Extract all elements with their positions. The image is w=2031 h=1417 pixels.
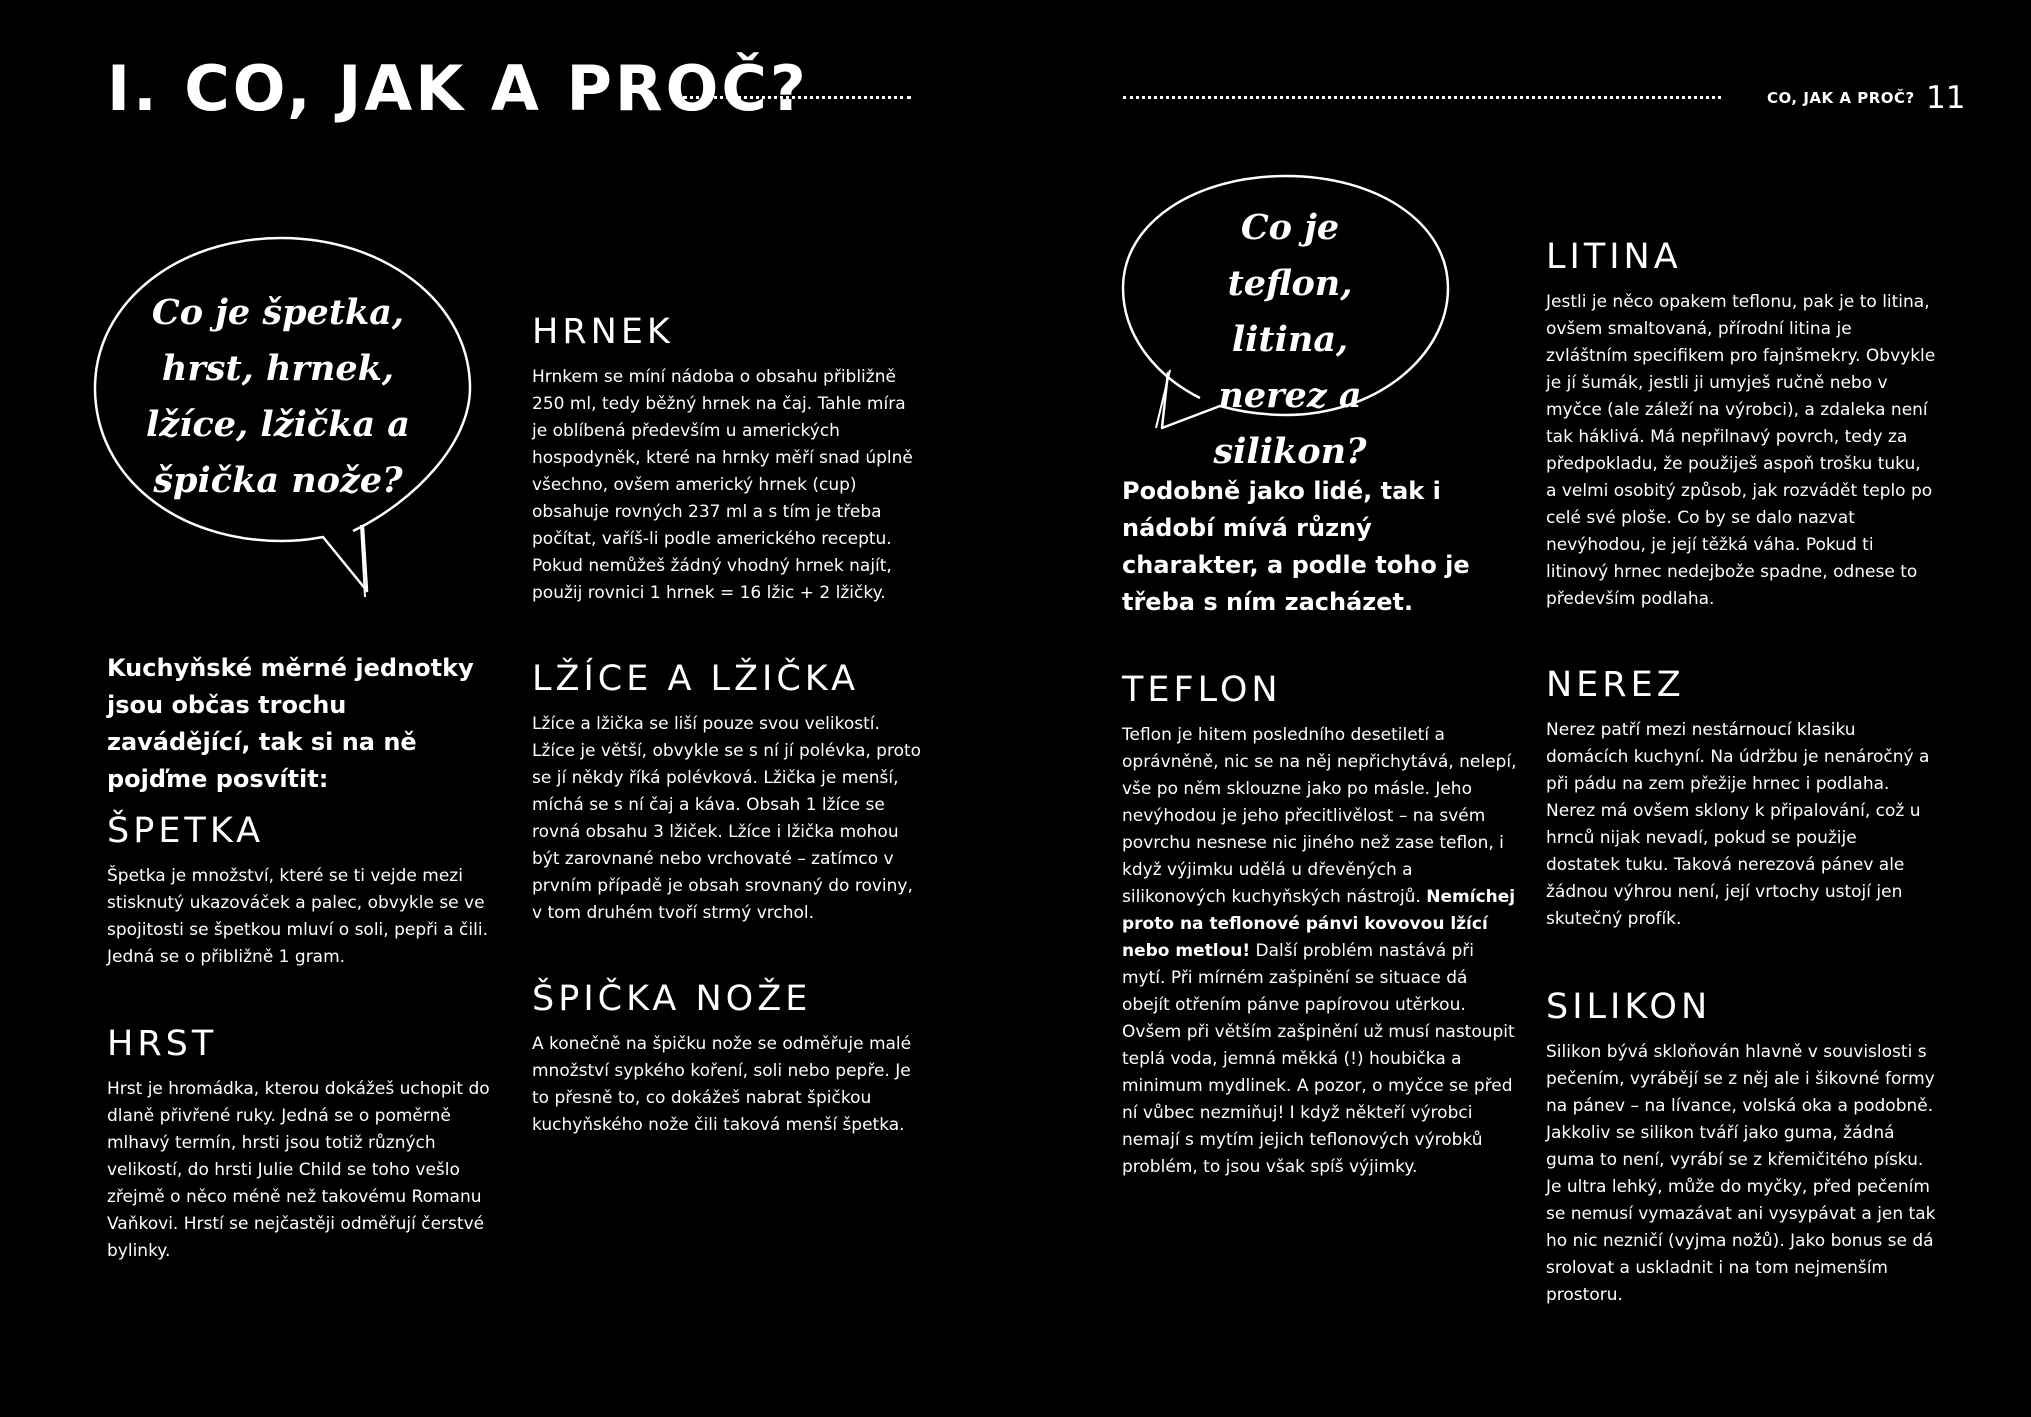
text-teflon-part-1: Teflon je hitem posledního desetiletí a oprávněně, nic se na něj nepřichytává, nelepí, vše po něm sklouzne jako po másle. Jeho nevýhodou je jeho přecitlivělost – na svém povrchu nesnese nic jiného než zase teflon, i když výjimku udělá u dřevěných a silikonových kuchyňských nástrojů.	[1122, 725, 1517, 907]
heading-spetka: ŠPETKA	[107, 811, 265, 851]
header-divider-left	[683, 96, 911, 99]
heading-hrst: HRST	[107, 1024, 218, 1064]
heading-silikon: SILIKON	[1546, 987, 1712, 1027]
text-teflon-part-2: Další problém nastává při mytí. Při mírném zašpinění se situace dá obejít otřením pánve papírovou utěrkou. Ovšem při větším zašpinění už musí nastoupit teplá voda, jemná měkká (!) houbička a minimum mydlinek. A pozor, o myčce se před ní vůbec nezmiňuj! I když někteří výrobci nemají s mytím jejich teflonových výrobků problém, to jsou však spíš výjimky.	[1122, 941, 1515, 1177]
text-teflon	[1122, 722, 1517, 1181]
text-hrnek: Hrnkem se míní nádoba o obsahu přibližně 250 ml, tedy běžný hrnek na čaj. Tahle míra je oblíbená především u amerických hospodyněk, které na hrnky měří snad úplně všechno, ovšem americký hrnek (cup) obsahuje rovných 237 ml a s tím je třeba počítat, vaříš-li podle amerického receptu. Pokud nemůžeš žádný vhodný hrnek najít, použij rovnici 1 hrnek = 16 lžic + 2 lžičky.	[532, 367, 913, 603]
text-spetka: Špetka je množství, které se ti vejde mezi stisknutý ukazováček a palec, obvykle se ve spojitosti se špetkou mluví o soli, pepři a čili. Jedná se o přibližně 1 gram.	[107, 866, 488, 967]
chapter-title: I. CO, JAK A PROČ?	[107, 52, 809, 125]
speech-bubble-left-text: Co je špetka, hrst, hrnek, lžíce, lžička a špička nože?	[146, 292, 410, 501]
text-hrst: Hrst je hromádka, kterou dokážeš uchopit do dlaně přivřené ruky. Jedná se o poměrně mlhavý termín, hrsti jsou totiž různých velikostí, do hrsti Julie Child se toho vešlo zřejmě o něco méně než takovému Romanu Vaňkovi. Hrstí se nejčastěji odměřují čerstvé bylinky.	[107, 1079, 490, 1261]
speech-bubble-right-text: Co je teflon, litina, nerez a silikon?	[1213, 207, 1367, 472]
heading-litina: LITINA	[1546, 237, 1682, 277]
header-divider-right	[1123, 96, 1721, 99]
text-spicka-noze: A konečně na špičku nože se odměřuje malé množství sypkého koření, soli nebo pepře. Je to přesně to, co dokážeš nabrat špičkou kuchyňského nože čili taková menší špetka.	[532, 1034, 912, 1135]
intro-left: Kuchyňské měrné jednotky jsou občas trochu zavádějící, tak si na ně pojďme posvítit:	[107, 654, 474, 793]
text-silikon: Silikon bývá skloňován hlavně v souvislosti s pečením, vyrábějí se z něj ale i šikovné formy na pánev – na lívance, volská oka a podobně. Jakkoliv se silikon tváří jako guma, žádná guma to není, vyrábí se z křemičitého písku. Je ultra lehký, může do myčky, před pečením se nemusí vymazávat ani vysypávat a jen tak ho nic nezničí (vyjma nožů). Jako bonus se dá srolovat a uskladnit i na tom nejmenším prostoru.	[1546, 1042, 1936, 1305]
intro-right: Podobně jako lidé, tak i nádobí mívá různý charakter, a podle toho je třeba s ním zacházet.	[1122, 477, 1470, 616]
running-head: CO, JAK A PROČ?	[1767, 89, 1915, 107]
text-litina: Jestli je něco opakem teflonu, pak je to litina, ovšem smaltovaná, přírodní litina je zvláštním specifikem pro fajnšmekry. Obvykle je jí šumák, jestli ji umyješ ručně nebo v myčce (ale záleží na výrobci), a zdaleka není tak háklivá. Má nepřilnavý povrch, tedy za předpokladu, že použiješ aspoň trošku tuku, a velmi osobitý způsob, jak rozvádět teplo po celé své ploše. Co by se dalo nazvat nevýhodou, je její těžká váha. Pokud ti litinový hrnec nedejbože spadne, odnese to především podlaha.	[1546, 292, 1936, 609]
heading-lzice: LŽÍCE A LŽIČKA	[532, 659, 860, 699]
heading-hrnek: HRNEK	[532, 312, 674, 352]
text-lzice: Lžíce a lžička se liší pouze svou velikostí. Lžíce je větší, obvykle se s ní jí polévka, proto se jí někdy říká polévková. Lžička je menší, míchá se s ní čaj a káva. Obsah 1 lžíce se rovná obsahu 3 lžiček. Lžíce i lžička mohou být zarovnané nebo vrchovaté – zatímco v prvním případě je obsah srovnaný do roviny, v tom druhém tvoří strmý vrchol.	[532, 714, 922, 923]
text-nerez: Nerez patří mezi nestárnoucí klasiku domácích kuchyní. Na údržbu je nenáročný a při pádu na zem přežije hrnec i podlaha. Nerez má ovšem sklony k připalování, což u hrnců nijak nevadí, pokud se použije dostatek tuku. Taková nerezová pánev ale žádnou výhrou není, její vrtochy ustojí jen skutečný profík.	[1546, 720, 1930, 929]
text-teflon-warning: Nemíchej proto na teflonové pánvi kovovou lžící nebo metlou!	[1122, 887, 1516, 961]
page-number: 11	[1926, 80, 1966, 116]
heading-teflon: TEFLON	[1122, 670, 1282, 710]
heading-nerez: NEREZ	[1546, 665, 1685, 705]
heading-spicka-noze: ŠPIČKA NOŽE	[532, 979, 812, 1019]
